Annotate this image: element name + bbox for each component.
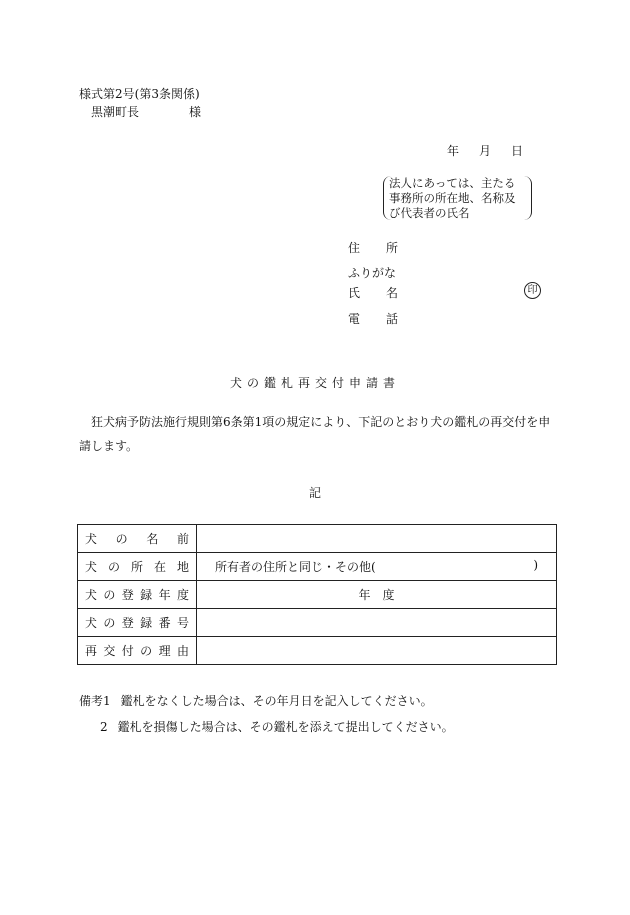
application-table [77,524,557,665]
table-row [78,553,557,581]
row-label-reissue-reason: 再 交 付 の 理 由 [78,637,197,665]
corporate-note: 法人にあっては、主たる事務所の所在地、名称及び代表者の氏名 [383,176,532,220]
row-label-dog-name: 犬 の 名 前 [78,525,197,553]
dog-name-value[interactable] [197,525,557,553]
addressee [91,103,201,120]
date-line [447,142,543,159]
location-paren-close: ) [533,558,538,572]
location-option-text: 所有者の住所と同じ・その他( [215,560,376,574]
registration-year-value[interactable]: 年 度 [197,581,557,609]
table-row [78,525,557,553]
date-year: 年 [447,144,460,158]
ki-heading: 記 [308,486,321,500]
remark-2: 2 鑑札を損傷した場合は、その鑑札を添えて提出してください。 [100,720,454,734]
reissue-reason-value[interactable] [197,637,557,665]
document-title: 犬の鑑札再交付申請書 [229,376,400,390]
table-row [78,637,557,665]
date-month: 月 [479,144,492,158]
table-row [78,609,557,637]
addressee-honorific: 様 [189,105,202,119]
remarks [79,688,454,740]
furigana-label: ふりがな [348,266,397,280]
address-label: 住 所 [348,241,399,255]
date-day: 日 [511,144,524,158]
remark-1: 備考1 鑑札をなくした場合は、その年月日を記入してください。 [79,694,433,708]
addressee-name: 黒潮町長 [91,105,140,119]
form-number: 様式第2号(第3条関係) [79,87,200,101]
registration-number-value[interactable] [197,609,557,637]
body-text: 狂犬病予防法施行規則第6条第1項の規定により、下記のとおり犬の鑑札の再交付を申請します。 [79,415,551,453]
row-label-registration-year: 犬 の 登 録 年 度 [78,581,197,609]
name-label: 氏 名 [348,286,399,300]
row-label-registration-number: 犬 の 登 録 番 号 [78,609,197,637]
row-label-dog-location: 犬 の 所 在 地 [78,553,197,581]
table-row [78,581,557,609]
seal-mark: 印 [524,282,541,299]
dog-location-value[interactable] [197,553,557,581]
phone-label: 電 話 [348,312,399,326]
